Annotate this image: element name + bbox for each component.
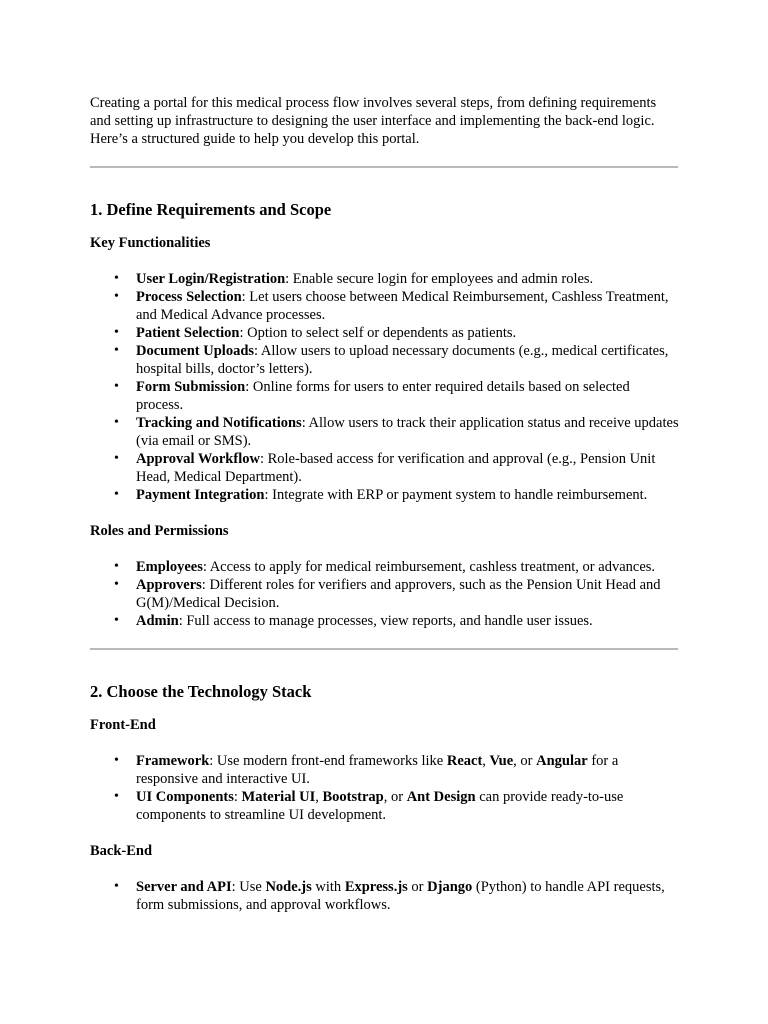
section-2-heading: 2. Choose the Technology Stack: [90, 682, 312, 701]
list-item: [136, 486, 680, 504]
item-term: Django: [427, 879, 473, 895]
item-term: Process Selection: [136, 289, 242, 305]
item-text: : Enable secure login for employees and admin roles.: [285, 271, 594, 287]
back-end-heading: Back-End: [90, 843, 153, 859]
item-term: Node.js: [265, 879, 312, 895]
list-item: [136, 324, 680, 342]
list-item: [136, 752, 680, 788]
list-item: [136, 450, 680, 486]
roles-permissions-list: [90, 558, 680, 630]
list-item: [136, 612, 680, 630]
item-term: Material UI: [241, 789, 316, 805]
item-text: : Option to select self or dependents as patients.: [239, 325, 517, 341]
list-item: [136, 878, 680, 914]
list-item: [136, 788, 680, 824]
item-term: Framework: [136, 753, 210, 769]
item-text: ,: [315, 789, 323, 805]
document-content: [90, 94, 680, 914]
item-term: React: [446, 753, 483, 769]
item-term: User Login/Registration: [136, 271, 286, 287]
item-text: or: [407, 879, 428, 895]
section-1-heading: 1. Define Requirements and Scope: [90, 200, 332, 219]
list-item: [136, 288, 680, 324]
item-text: with: [311, 879, 345, 895]
item-text: : Integrate with ERP or payment system to handle reimbursement.: [264, 487, 648, 503]
item-term: Approval Workflow: [136, 451, 260, 467]
item-term: Patient Selection: [136, 325, 240, 341]
list-item: [136, 378, 680, 414]
item-text: , or: [383, 789, 407, 805]
item-text: : Access to apply for medical reimbursement, cashless treatment, or advances.: [202, 559, 656, 575]
item-term: Ant Design: [406, 789, 476, 805]
item-text: for a responsive and interactive UI.: [136, 753, 619, 787]
item-term: Approvers: [136, 577, 202, 593]
item-term: Form Submission: [136, 379, 246, 395]
front-end-heading: Front-End: [90, 717, 156, 733]
list-item: [136, 576, 680, 612]
item-term: Angular: [536, 753, 588, 769]
item-text: (Python) to handle API requests, form submissions, and approval workflows.: [136, 879, 665, 913]
item-text: can provide ready-to-use components to streamline UI development.: [136, 789, 624, 823]
item-text: : Different roles for verifiers and approvers, such as the Pension Unit Head and G(M)/Medical Decision.: [136, 577, 661, 611]
item-term: Employees: [136, 559, 203, 575]
item-text: : Online forms for users to enter required details based on selected process.: [136, 379, 630, 413]
item-text: : Role-based access for verification and approval (e.g., Pension Unit Head, Medical Department).: [136, 451, 656, 485]
key-functionalities-heading: Key Functionalities: [90, 235, 211, 251]
item-text: :: [233, 789, 242, 805]
front-end-list: [90, 752, 680, 824]
item-term: Document Uploads: [136, 343, 255, 359]
item-term: Bootstrap: [322, 789, 384, 805]
item-term: Tracking and Notifications: [136, 415, 302, 431]
item-text: ,: [482, 753, 490, 769]
list-item: [136, 414, 680, 450]
item-term: UI Components: [136, 789, 234, 805]
roles-permissions-heading: Roles and Permissions: [90, 523, 229, 539]
item-text: : Full access to manage processes, view reports, and handle user issues.: [178, 613, 593, 629]
item-text: : Allow users to track their application status and receive updates (via email or SMS).: [136, 415, 679, 449]
item-term: Payment Integration: [136, 487, 265, 503]
item-text: : Use modern front-end frameworks like: [209, 753, 447, 769]
item-term: Vue: [489, 753, 514, 769]
item-term: Server and API: [136, 879, 232, 895]
key-functionalities-list: [90, 270, 680, 504]
item-text: : Let users choose between Medical Reimbursement, Cashless Treatment, and Medical Advance processes.: [136, 289, 669, 323]
list-item: [136, 270, 680, 288]
item-term: Admin: [136, 613, 179, 629]
item-term: Express.js: [344, 879, 408, 895]
item-text: : Allow users to upload necessary documents (e.g., medical certificates, hospital bills, doctor’s letters).: [136, 343, 669, 377]
item-text: : Use: [231, 879, 266, 895]
list-item: [136, 342, 680, 378]
back-end-list: [90, 878, 680, 914]
intro-paragraph: Creating a portal for this medical process flow involves several steps, from defining requirements and setting up infrastructure to designing the user interface and implementing the back-end logic. Here’s a structured guide to help you develop this portal.: [90, 95, 657, 147]
item-text: , or: [513, 753, 537, 769]
list-item: [136, 558, 680, 576]
